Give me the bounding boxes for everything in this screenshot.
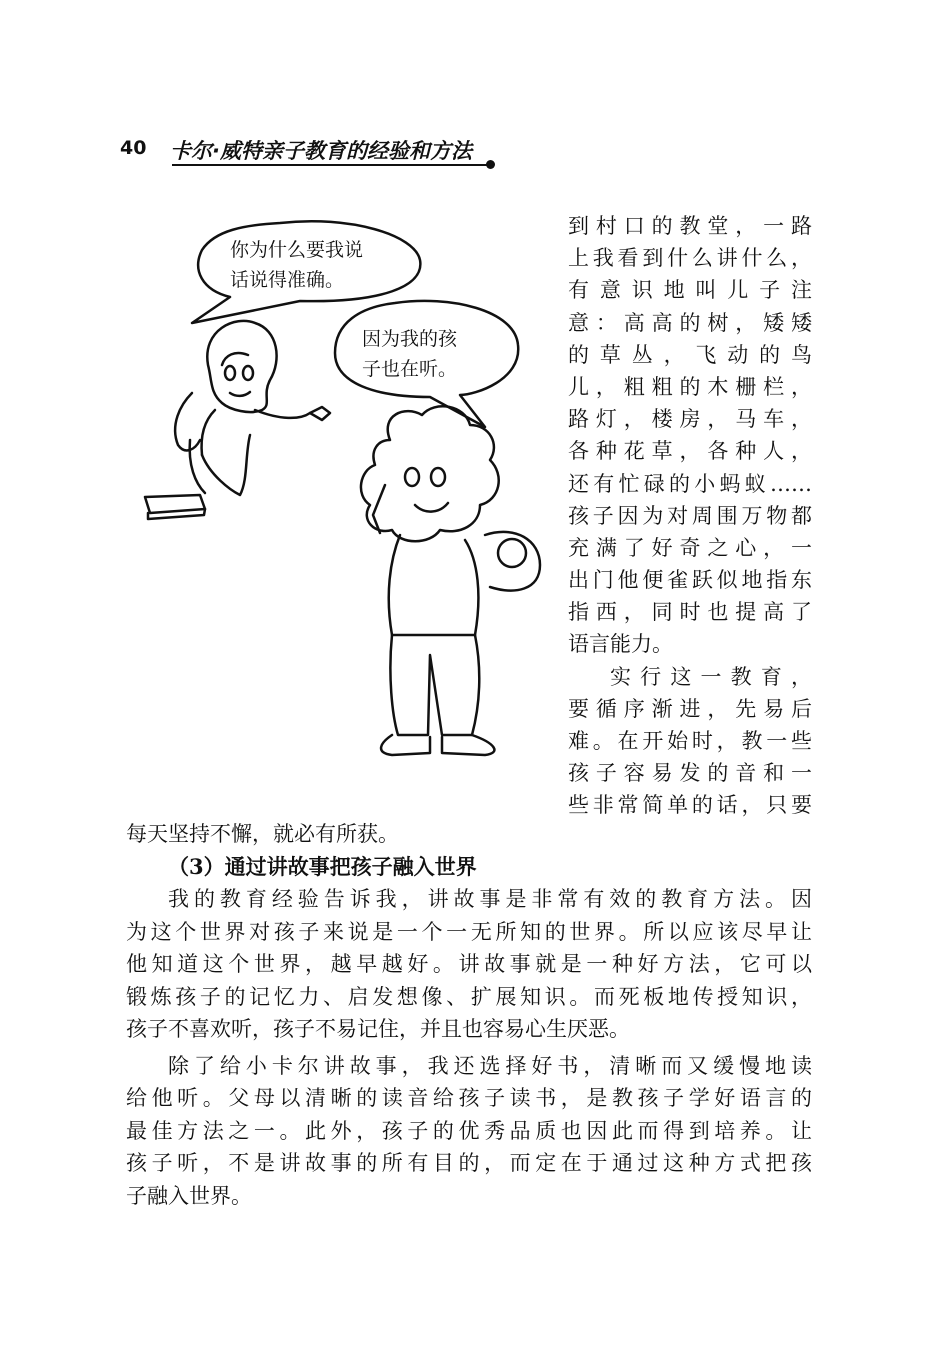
side-line: 语言能力。 <box>568 632 673 657</box>
side-line: 路灯，楼房，马车， <box>568 407 812 432</box>
bubble-left-line1: 你为什么要我说 <box>230 239 364 261</box>
running-header <box>120 133 500 173</box>
paragraph-line: 我的教育经验告诉我，讲故事是非常有效的教育方法。因 <box>168 887 812 911</box>
side-line: 有意识地叫儿子注 <box>568 278 812 303</box>
side-line: 儿，粗粗的木栅栏， <box>568 374 812 399</box>
side-line: 还有忙碌的小蚂蚁…… <box>568 471 812 496</box>
side-column-text <box>568 210 812 822</box>
book-title: 卡尔·威特亲子教育的经验和方法 <box>170 139 472 163</box>
header-dot <box>486 160 495 169</box>
side-line: 各种花草，各种人， <box>568 439 812 464</box>
desk-phone <box>145 495 205 513</box>
cartoon-illustration <box>130 215 550 775</box>
bubble-right-line1: 因为我的孩 <box>362 328 458 350</box>
bubble-right-line2: 子也在听。 <box>362 358 458 380</box>
side-line: 要循序渐进，先易后 <box>568 696 812 721</box>
header-rule <box>172 164 490 166</box>
side-line: 的草丛，飞动的鸟 <box>568 342 812 367</box>
side-line: 孩子容易发的音和一 <box>568 761 812 786</box>
page-number: 40 <box>120 137 147 159</box>
paragraph-line: 给他听。父母以清晰的读音给孩子读书，是教孩子学好语言的 <box>126 1086 812 1110</box>
side-line: 上我看到什么讲什么， <box>568 246 812 271</box>
paragraph-line: 孩子不喜欢听，孩子不易记住，并且也容易心生厌恶。 <box>126 1017 630 1041</box>
side-line: 难。在开始时，教一些 <box>568 729 812 753</box>
side-line: 实行这一教育， <box>610 664 812 689</box>
side-line: 出门他便雀跃似地指东 <box>568 568 812 593</box>
cartoon-svg <box>130 215 550 775</box>
bubble-left-line2: 话说得准确。 <box>230 269 345 291</box>
paragraph-line: 锻炼孩子的记忆力、启发想像、扩展知识。而死板地传授知识， <box>126 984 812 1009</box>
paragraph-line: 孩子听，不是讲故事的所有目的，而定在于通过这种方式把孩 <box>126 1151 812 1175</box>
mother-with-baby-figure <box>361 406 540 755</box>
main-body-text <box>126 818 812 1212</box>
side-line: 些非常简单的话，只要 <box>568 793 812 818</box>
section-heading: （3）通过讲故事把孩子融入世界 <box>168 853 477 879</box>
side-line: 到村口的教堂，一路 <box>568 214 812 238</box>
side-line: 孩子因为对周围万物都 <box>568 503 812 528</box>
paragraph-line: 除了给小卡尔讲故事，我还选择好书，清晰而又缓慢地读 <box>168 1053 812 1078</box>
side-line: 指西，同时也提高了 <box>568 600 812 625</box>
paragraph-line: 他知道这个世界，越早越好。讲故事就是一种好方法，它可以 <box>126 952 812 976</box>
continuation-line: 每天坚持不懈，就必有所获。 <box>126 822 399 846</box>
side-line: 意：高高的树，矮矮 <box>568 310 812 335</box>
woman-on-phone-figure <box>175 321 330 495</box>
paragraph-line: 为这个世界对孩子来说是一个一无所知的世界。所以应该尽早让 <box>126 919 812 944</box>
side-line: 充满了好奇之心，一 <box>568 535 812 560</box>
paragraph-line: 子融入世界。 <box>126 1183 252 1208</box>
paragraph-line: 最佳方法之一。此外，孩子的优秀品质也因此而得到培养。让 <box>126 1118 812 1143</box>
